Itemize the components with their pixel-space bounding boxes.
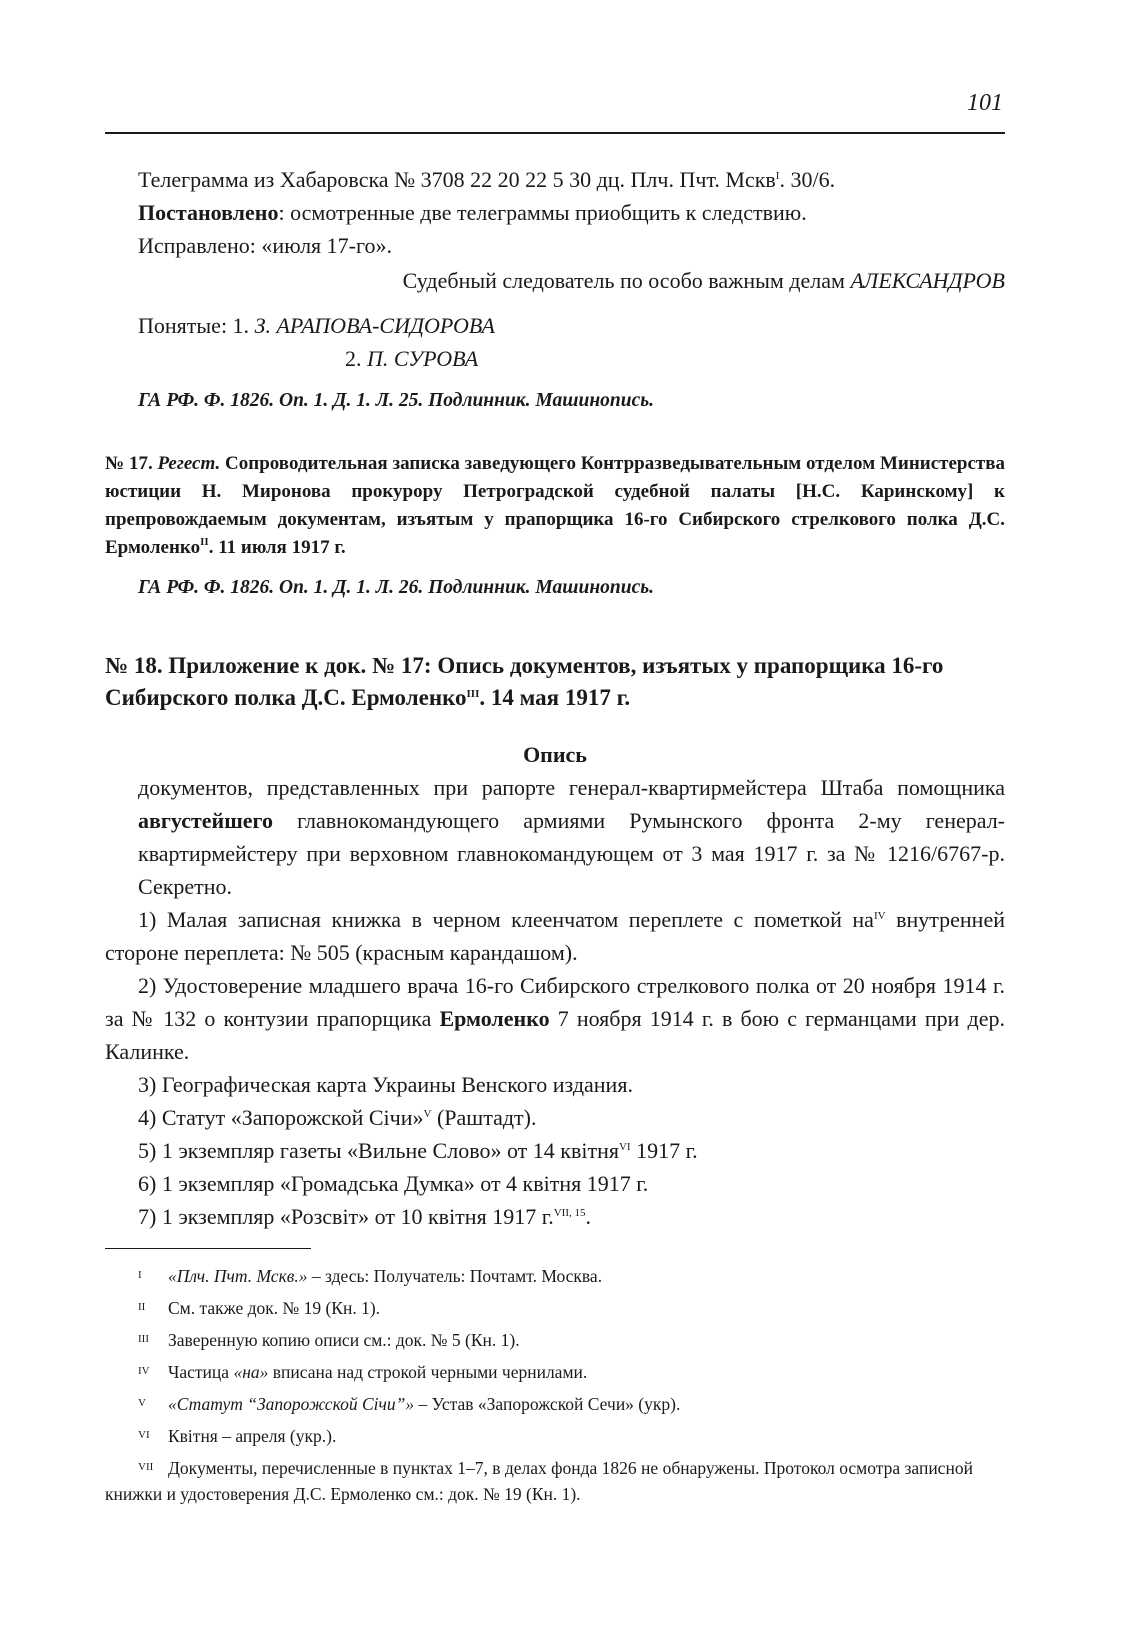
- footnote-rule: [105, 1248, 311, 1249]
- witness-1: Понятые: 1. З. АРАПОВА-СИДОРОВА: [138, 313, 495, 338]
- footnote-2: II См. также док. № 19 (Кн. 1).: [138, 1298, 381, 1318]
- footnote-5: V «Статут “Запорожской Січи”» – Устав «Запорожской Сечи» (укр).: [138, 1394, 681, 1414]
- resolution-line: Постановлено: осмотренные две телеграммы приобщить к следствию.: [138, 200, 807, 225]
- investigator-line: Судебный следователь по особо важным делам АЛЕКСАНДРОВ: [402, 268, 1005, 293]
- telegram-line: Телеграмма из Хабаровска № 3708 22 20 22 5 30 дц. Плч. Пчт. Мскв$^I$. 30/6.: [138, 167, 836, 192]
- witness-2: 2. П. СУРОВА: [345, 346, 479, 371]
- archive-source-26: ГА РФ. Ф. 1826. Оп. 1. Д. 1. Л. 26. Подлинник. Машинопись.: [138, 577, 655, 598]
- inventory-item-3: 3) Географическая карта Украины Венского издания.: [138, 1072, 633, 1097]
- inventory-item-5: 5) 1 экземпляр газеты «Вильне Слово» от 14 квітня$^{VI}$ 1917 г.: [138, 1138, 698, 1163]
- footnote-1: I «Плч. Пчт. Мскв.» – здесь: Получатель: Почтамт. Москва.: [138, 1266, 603, 1286]
- inventory-item-4: 4) Статут «Запорожской Січи»$^V$ (Раштадт).: [138, 1105, 537, 1130]
- page-number: 101: [967, 90, 1003, 116]
- footnote-7: VII Документы, перечисленные в пунктах 1–7, в делах фонда 1826 не обнаружены. Протокол осмотра записной книжки и удостоверения Д.С. Ермоленко см.: док. № 19 (Кн. 1).: [105, 1458, 973, 1504]
- doc18-header: [105, 650, 1005, 714]
- inventory-item-1: 1) Малая записная книжка в черном клеенчатом переплете с пометкой $на^{IV}$ внутренней стороне переплета: № 505 (красным карандашом).: [105, 907, 1005, 965]
- inventory-heading: Опись: [523, 742, 587, 767]
- inventory-intro: документов, представленных при рапорте генерал-квартирмейстера Штаба помощника августейшего главнокомандующего армиями Румынского фронта 2-му генерал-квартирмейстеру при верховном главнокомандующем от 3 мая 1917 г. за № 1216/6767-р. Секретно.: [138, 775, 1005, 899]
- inventory-item-2: 2) Удостоверение младшего врача 16-го Сибирского стрелкового полка от 20 ноября 1914 г. за № 132 о контузии прапорщика Ермоленко 7 ноября 1914 г. в бою с германцами при дер. Калинке.: [105, 973, 1005, 1064]
- inventory-item-6: 6) 1 экземпляр «Громадська Думка» от 4 квітня 1917 г.: [138, 1171, 649, 1196]
- doc17-source-block: [105, 574, 1005, 602]
- doc17-title: № 17. Регест. Сопроводительная записка заведующего Контрразведывательным отделом Министерства юстиции Н. Миронова прокурору Петроградской судебной палаты [Н.С. Каринскому] к препровождаемым документам, изъятым у прапорщика 16-го Сибирского стрелкового полка Д.С. Ермоленко$^{II}$. 11 июля 1917 г.: [105, 453, 1006, 558]
- footnote-6: VI Квітня – апреля (укр.).: [138, 1426, 337, 1446]
- header-rule: [105, 132, 1005, 134]
- archive-source-25: ГА РФ. Ф. 1826. Оп. 1. Д. 1. Л. 25. Подлинник. Машинопись.: [138, 390, 655, 411]
- doc18-title: № 18. Приложение к док. № 17: Опись документов, изъятых у прапорщика 16-го Сибирского полка Д.С. Ермоленко$^{III}$. 14 мая 1917 г.: [105, 653, 944, 710]
- footnote-4: IV Частица «на» вписана над строкой черными чернилами.: [138, 1362, 588, 1382]
- correction-line: Исправлено: «июля 17-го».: [138, 233, 392, 258]
- inventory-item-7: 7) 1 экземпляр «Розсвіт» от 10 квітня 1917 г.$^{VII, 15}$.: [138, 1204, 592, 1229]
- footnote-3: III Заверенную копию описи см.: док. № 5 (Кн. 1).: [138, 1330, 520, 1350]
- telegram-record: [105, 163, 1005, 415]
- doc17-header: [105, 450, 1005, 562]
- footnotes: [105, 1262, 1005, 1507]
- inventory: [105, 738, 1005, 1233]
